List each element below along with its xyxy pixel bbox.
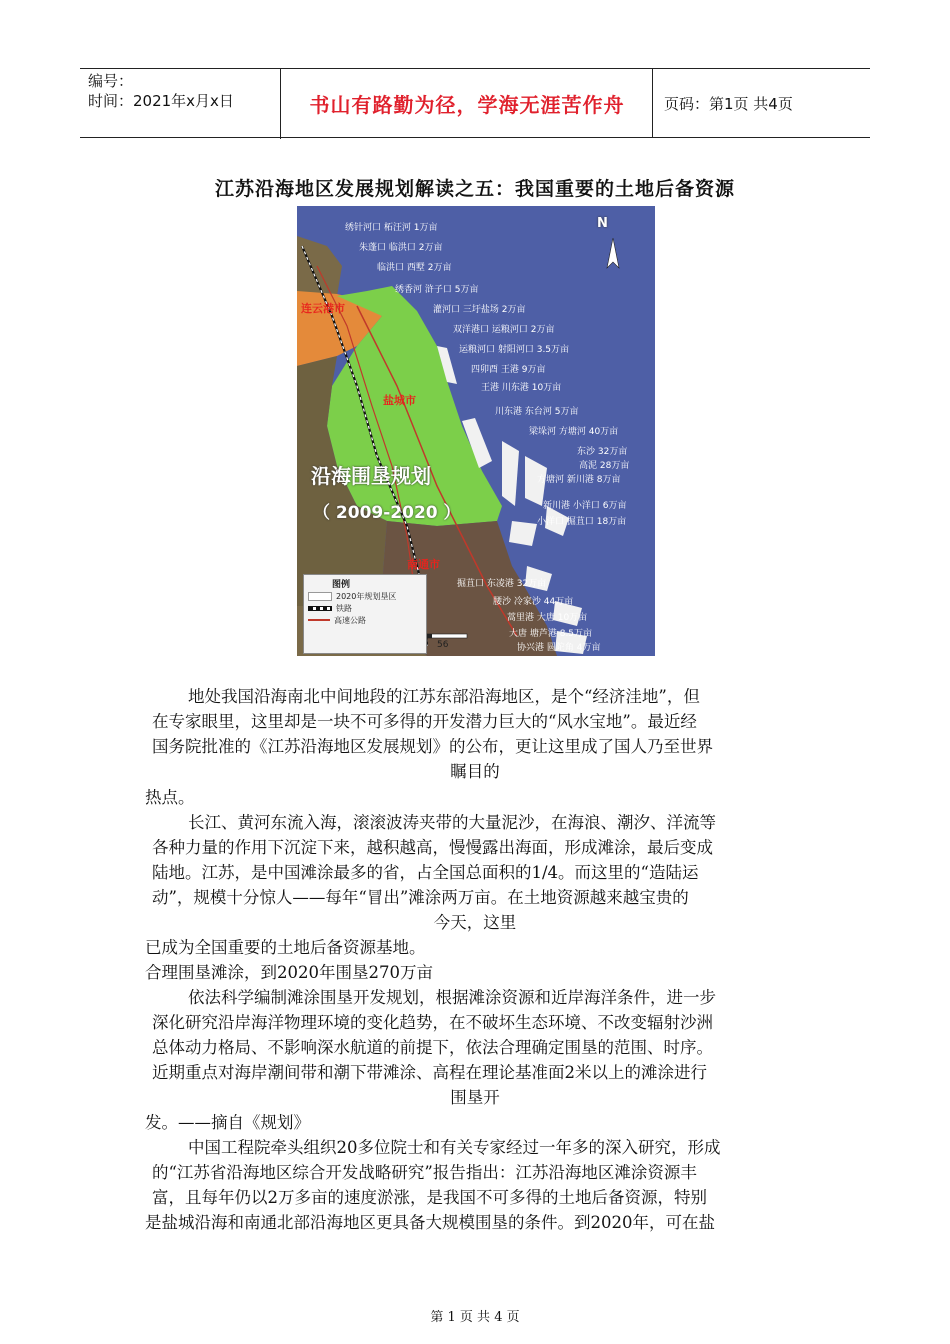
document-number: 编号： [88, 72, 134, 90]
paragraph-line: 中国工程院牵头组织20多位院士和有关专家经过一年多的深入研究，形成 [188, 1138, 721, 1157]
map-site-label: 大唐 塘芦港 8.5万亩 [509, 629, 593, 639]
paragraph-line: 长江、黄河东流入海，滚滚波涛夹带的大量泥沙，在海浪、潮汐、洋流等 [188, 813, 716, 832]
map-site-label: 小洋口 掘苴口 18万亩 [537, 517, 627, 527]
section-heading: 合理围垦滩涂，到2020年围垦270万亩 [145, 963, 433, 982]
map-site-label: 新川港 小洋口 6万亩 [543, 501, 627, 511]
legend-label: 高速公路 [334, 615, 366, 625]
map-site-label: 协兴港 圆陀角 4万亩 [517, 643, 601, 653]
paragraph-line: 各种力量的作用下沉淀下来，越积越高，慢慢露出海面，形成滩涂，最后变成 [152, 838, 713, 857]
legend-label: 2020年规划垦区 [336, 591, 397, 601]
map-site-label: 灌河口 三圩盐场 2万亩 [433, 305, 526, 315]
legend-highway-icon [308, 619, 330, 621]
legend-title: 图例 [332, 580, 351, 590]
map-site-label: 朱蓬口 临洪口 2万亩 [359, 243, 443, 253]
map-big-years: （ 2009-2020 ） [313, 503, 461, 523]
map-site-label: 东沙 32万亩 [577, 447, 628, 457]
map-site-label: 掘苴口 东凌港 32万亩 [457, 579, 547, 589]
paragraph-line: 是盐城沿海和南通北部沿海地区更具备大规模围垦的条件。到2020年，可在盐 [145, 1213, 715, 1232]
map-site-label: 四卯酉 王港 9万亩 [471, 365, 546, 375]
header-meta [80, 69, 281, 139]
page-header [80, 68, 870, 138]
paragraph-line: 在专家眼里，这里却是一块不可多得的开发潜力巨大的“风水宝地”。最近经 [152, 712, 697, 731]
map-site-label: 运粮河口 射阳河口 3.5万亩 [459, 345, 570, 355]
city-label-yancheng: 盐城市 [383, 394, 416, 407]
paragraph-line: 热点。 [145, 788, 195, 807]
legend-item [304, 614, 426, 626]
map-site-label: 绣针河口 柘汪河 1万亩 [345, 223, 438, 233]
paragraph-line: 地处我国沿海南北中间地段的江苏东部沿海地区，是个“经济洼地”，但 [188, 687, 700, 706]
paragraph-line: 国务院批准的《江苏沿海地区发展规划》的公布，更让这里成了国人乃至世界 [152, 737, 713, 756]
paragraph-line: 深化研究沿岸海洋物理环境的变化趋势，在不破坏生态环境、不改变辐射沙洲 [152, 1013, 713, 1032]
header-motto-cell [282, 69, 653, 137]
legend-item [304, 602, 426, 614]
paragraph-line: 瞩目的 [450, 762, 500, 781]
map-site-label: 川东港 东台河 5万亩 [495, 407, 579, 417]
map-site-label: 方塘河 新川港 8万亩 [537, 475, 621, 485]
coastal-reclamation-map [297, 206, 655, 656]
map-site-label: 梁垛河 方塘河 40万亩 [529, 427, 619, 437]
paragraph-line: 近期重点对海岸潮间带和潮下带滩涂、高程在理论基准面2米以上的滩涂进行 [152, 1063, 707, 1082]
paragraph-line: 围垦开 [450, 1088, 500, 1107]
paragraph-line: 总体动力格局、不影响深水航道的前提下，依法合理确定围垦的范围、时序。 [152, 1038, 713, 1057]
map-legend [303, 574, 427, 654]
paragraph-line: 的“江苏省沿海地区综合开发战略研究”报告指出：江苏沿海地区滩涂资源丰 [152, 1163, 697, 1182]
legend-item [304, 590, 426, 602]
map-scale-label: 56 [437, 640, 449, 650]
legend-railway-icon [308, 606, 332, 611]
article-title: 江苏沿海地区发展规划解读之五：我国重要的土地后备资源 [214, 178, 735, 200]
map-site-label: 绣香河 浒子口 5万亩 [395, 285, 479, 295]
map-site-label: 王港 川东港 10万亩 [481, 383, 562, 393]
paragraph-line: 陆地。江苏，是中国滩涂最多的省，占全国总面积的1/4。而这里的“造陆运 [152, 863, 699, 882]
page-footer: 第 1 页 共 4 页 [430, 1310, 520, 1325]
legend-swatch-icon [308, 592, 332, 601]
header-page-number: 页码：第1页 共4页 [664, 94, 793, 113]
map-site-label: 腰沙 冷家沙 44万亩 [493, 597, 574, 607]
map-site-label: 双洋港口 运粮河口 2万亩 [453, 325, 555, 335]
north-arrow-label: N [597, 216, 608, 231]
paragraph-line: 依法科学编制滩涂围垦开发规划，根据滩涂资源和近岸海洋条件，进一步 [188, 988, 716, 1007]
document-time: 时间：2021年x月x日 [88, 92, 234, 110]
paragraph-line: 已成为全国重要的土地后备资源基地。 [145, 938, 426, 957]
paragraph-line: 动”，规模十分惊人——每年“冒出”滩涂两万亩。在土地资源越来越宝贵的 [152, 888, 689, 907]
map-site-label: 临洪口 西墅 2万亩 [377, 263, 452, 273]
map-site-label: 高泥 28万亩 [579, 461, 630, 471]
map-big-title: 沿海围垦规划 [311, 464, 431, 488]
legend-label: 铁路 [336, 603, 352, 613]
map-site-label: 蒿里港 大唐 10万亩 [507, 613, 588, 623]
city-label-nantong: 南通市 [407, 558, 440, 571]
paragraph-line: 富，且每年仍以2万多亩的速度淤涨，是我国不可多得的土地后备资源，特别 [152, 1188, 707, 1207]
paragraph-line: 发。——摘自《规划》 [145, 1113, 310, 1132]
paragraph-line: 今天，这里 [433, 913, 517, 932]
header-motto: 书山有路勤为径，学海无涯苦作舟 [309, 92, 625, 117]
city-label-lianyungang: 连云港市 [301, 302, 345, 315]
